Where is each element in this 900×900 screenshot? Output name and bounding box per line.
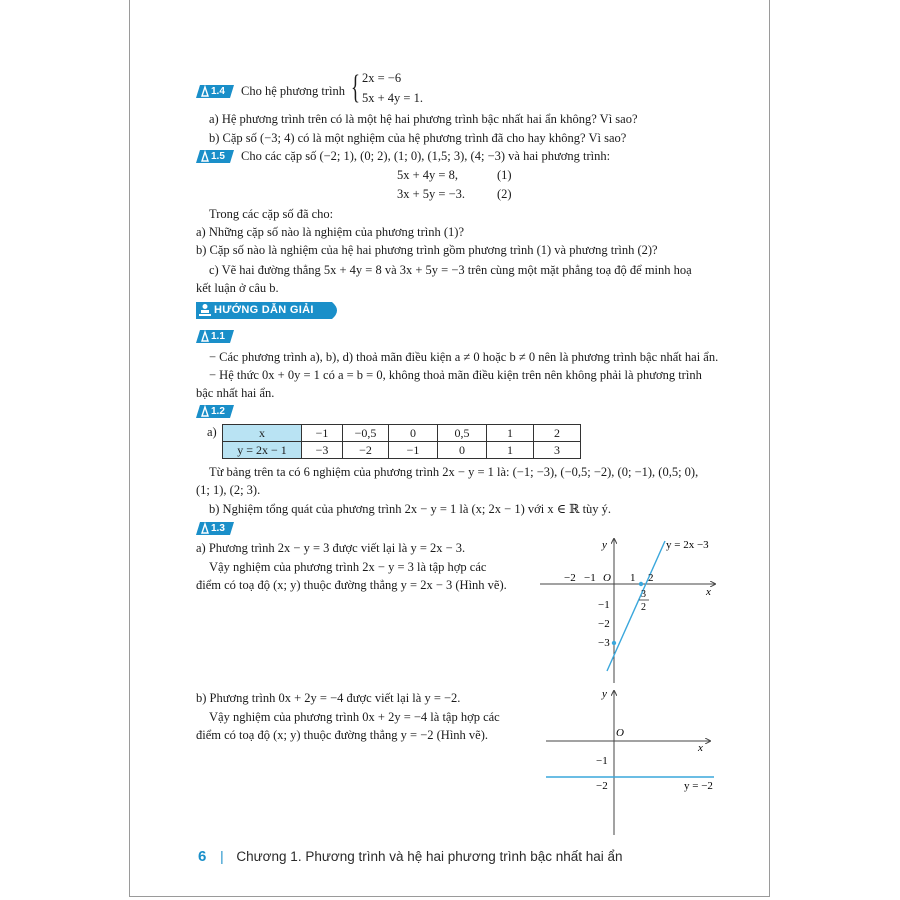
solution-guide-heading xyxy=(196,302,342,319)
sol13-a-line2: Vậy nghiệm của phương trình 2x − y = 3 là tập hợp các xyxy=(209,560,487,574)
values-table xyxy=(222,424,581,459)
x-tick-label: 1 xyxy=(630,572,636,584)
x-axis-label: x xyxy=(706,586,711,598)
y-axis-label: y xyxy=(602,688,607,700)
page-number: 6 xyxy=(198,848,207,865)
table-row xyxy=(223,442,581,459)
intersection-point xyxy=(612,641,616,645)
table-cell: 2 xyxy=(534,425,581,442)
table-cell: 1 xyxy=(487,442,534,459)
table-cell: 3 xyxy=(534,442,581,459)
system-brace: { xyxy=(351,69,360,106)
fraction-denominator: 2 xyxy=(641,602,646,613)
table-cell: −3 xyxy=(302,442,343,459)
x-tick-label: −2 xyxy=(564,572,576,584)
table-cell: 1 xyxy=(487,425,534,442)
table-cell: −1 xyxy=(389,442,438,459)
ex14-question-b: b) Cặp số (−3; 4) có là một nghiệm của hệ phương trình đã cho hay không? Vì sao? xyxy=(209,131,627,145)
ex14-question-a: a) Hệ phương trình trên có là một hệ hai phương trình bậc nhất hai ẩn không? Vì sao? xyxy=(209,112,638,126)
chapter-title: Chương 1. Phương trình và hệ hai phương trình bậc nhất hai ẩn xyxy=(236,849,623,864)
ex15-question-c2: kết luận ở câu b. xyxy=(196,281,279,295)
heading-text: HƯỚNG DẪN GIẢI xyxy=(214,304,314,316)
page-footer xyxy=(198,848,623,865)
sol13-a-line3: điểm có toạ độ (x; y) thuộc đường thẳng y = 2x − 3 (Hình vẽ). xyxy=(196,578,507,592)
ex15-line1: Trong các cặp số đã cho: xyxy=(209,207,334,221)
ex15-eq1-number: (1) xyxy=(497,168,512,182)
badge-1-4 xyxy=(196,85,234,98)
badge-label: 1.2 xyxy=(211,406,225,417)
graph-y-minus-2 xyxy=(538,685,738,840)
y-tick-label: −1 xyxy=(596,755,608,767)
sol12-line3: b) Nghiệm tổng quát của phương trình 2x − y = 1 là (x; 2x − 1) với x ∈ ℝ tùy ý. xyxy=(209,502,612,516)
x-tick-label: 2 xyxy=(648,572,654,584)
ex15-question-a: a) Những cặp số nào là nghiệm của phương trình (1)? xyxy=(196,225,464,239)
line-label: y = −2 xyxy=(684,780,713,792)
line-label: y = 2x −3 xyxy=(666,539,709,551)
x-tick-label: −1 xyxy=(584,572,596,584)
table-row xyxy=(223,425,581,442)
sol11-line3: bậc nhất hai ẩn. xyxy=(196,386,275,400)
sol12-line2: (1; 1), (2; 3). xyxy=(196,483,261,497)
sol11-line2: − Hệ thức 0x + 0y = 1 có a = b = 0, không thoả mãn điều kiện trên nên không phải là phương trình xyxy=(209,368,702,382)
y-tick-label: −1 xyxy=(598,599,610,611)
table-cell: 0,5 xyxy=(438,425,487,442)
y-tick-label: −2 xyxy=(598,618,610,630)
sol13-b-line3: điểm có toạ độ (x; y) thuộc đường thẳng y = −2 (Hình vẽ). xyxy=(196,728,489,742)
ex15-question-b: b) Cặp số nào là nghiệm của hệ hai phương trình gồm phương trình (1) và phương trình (2)? xyxy=(196,243,658,257)
origin-label: O xyxy=(616,727,624,739)
table-cell: −0,5 xyxy=(343,425,389,442)
sol12-line1: Từ bảng trên ta có 6 nghiệm của phương trình 2x − y = 1 là: (−1; −3), (−0,5; −2), (0; −1), (0,5; 0), xyxy=(209,465,699,479)
y-axis-label: y xyxy=(602,539,607,551)
table-cell: y = 2x − 1 xyxy=(223,442,302,459)
ex14-eq1: 2x = −6 xyxy=(362,71,402,85)
x-axis-label: x xyxy=(698,742,703,754)
ex15-eq1: 5x + 4y = 8, xyxy=(397,168,458,182)
badge-1-2 xyxy=(196,405,234,418)
badge-label: 1.3 xyxy=(211,523,225,534)
y-tick-label: −2 xyxy=(596,780,608,792)
table-cell: x xyxy=(223,425,302,442)
sol13-b-line1: b) Phương trình 0x + 2y = −4 được viết lại là y = −2. xyxy=(196,691,461,705)
ex15-question-c1: c) Vẽ hai đường thẳng 5x + 4y = 8 và 3x + 5y = −3 trên cùng một mặt phẳng toạ độ để minh hoạ xyxy=(209,263,692,277)
ex15-eq2: 3x + 5y = −3. xyxy=(397,187,466,201)
sol12-part-a: a) xyxy=(207,425,217,439)
badge-label: 1.5 xyxy=(211,151,225,162)
sol13-a-line1: a) Phương trình 2x − y = 3 được viết lại là y = 2x − 3. xyxy=(196,541,466,555)
badge-1-5 xyxy=(196,150,234,163)
table-cell: 0 xyxy=(438,442,487,459)
y-tick-label: −3 xyxy=(598,637,610,649)
ex15-eq2-number: (2) xyxy=(497,187,512,201)
ex14-intro: Cho hệ phương trình xyxy=(241,84,346,98)
graph-y-2x-minus-3 xyxy=(530,535,730,685)
badge-1-1 xyxy=(196,330,234,343)
footer-separator: | xyxy=(220,849,224,864)
ex14-eq2: 5x + 4y = 1. xyxy=(362,91,423,105)
fraction-numerator: 3 xyxy=(641,589,646,600)
table-cell: −1 xyxy=(302,425,343,442)
table-cell: −2 xyxy=(343,442,389,459)
intersection-point xyxy=(639,582,643,586)
sol13-b-line2: Vậy nghiệm của phương trình 0x + 2y = −4 là tập hợp các xyxy=(209,710,500,724)
badge-label: 1.4 xyxy=(211,86,225,97)
origin-label: O xyxy=(603,572,611,584)
sol11-line1: − Các phương trình a), b), d) thoả mãn điều kiện a ≠ 0 hoặc b ≠ 0 nên là phương trình bậc nhất hai ẩn. xyxy=(209,350,719,364)
badge-label: 1.1 xyxy=(211,331,225,342)
badge-1-3 xyxy=(196,522,234,535)
ex15-intro: Cho các cặp số (−2; 1), (0; 2), (1; 0), (1,5; 3), (4; −3) và hai phương trình: xyxy=(241,149,611,163)
graph-line xyxy=(607,541,665,671)
table-cell: 0 xyxy=(389,425,438,442)
